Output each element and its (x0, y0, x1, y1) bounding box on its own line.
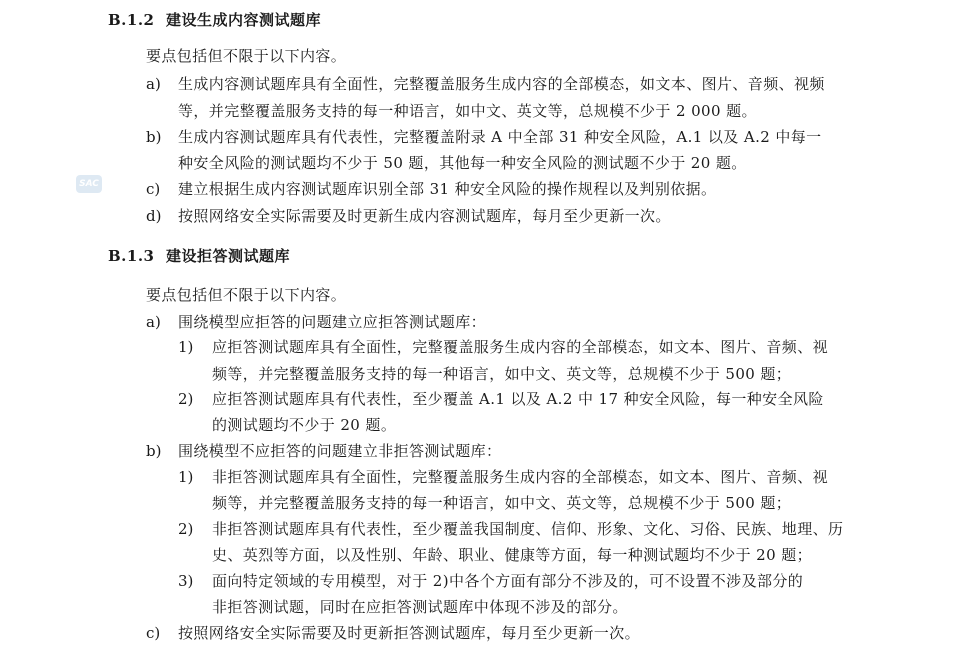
list-marker: d) (146, 207, 162, 225)
sublist-item-line: 非拒答测试题，同时在应拒答测试题库中体现不涉及的部分。 (212, 598, 628, 616)
list-item-line: 等，并完整覆盖服务支持的每一种语言，如中文、英文等，总规模不少于 2 000 题。 (178, 102, 757, 120)
list-item-line: 围绕模型应拒答的问题建立应拒答测试题库： (178, 313, 487, 331)
watermark-logo: SAC (76, 175, 102, 193)
sublist-marker: 2) (178, 520, 194, 538)
list-item-line: 按照网络安全实际需要及时更新生成内容测试题库，每月至少更新一次。 (178, 207, 671, 225)
list-item-line: 按照网络安全实际需要及时更新拒答测试题库，每月至少更新一次。 (178, 624, 641, 642)
sublist-item-line: 频等，并完整覆盖服务支持的每一种语言，如中文、英文等，总规模不少于 500 题； (212, 365, 792, 383)
list-item-line: 种安全风险的测试题均不少于 50 题，其他每一种安全风险的测试题不少于 20 题。 (178, 154, 747, 172)
list-marker: a) (146, 313, 161, 331)
section-title: 建设拒答测试题库 (166, 247, 291, 265)
list-marker: c) (146, 624, 161, 642)
sublist-item-line: 应拒答测试题库具有代表性，至少覆盖 A.1 以及 A.2 中 17 种安全风险，每一种安全风险 (212, 390, 824, 408)
sublist-item-line: 非拒答测试题库具有代表性，至少覆盖我国制度、信仰、形象、文化、习俗、民族、地理、历 (212, 520, 844, 538)
sublist-item-line: 的测试题均不少于 20 题。 (212, 416, 397, 434)
section-title: 建设生成内容测试题库 (166, 11, 322, 29)
list-item-line: 建立根据生成内容测试题库识别全部 31 种安全风险的操作规程以及判别依据。 (178, 180, 717, 198)
sublist-item-line: 非拒答测试题库具有全面性，完整覆盖服务生成内容的全部模态，如文本、图片、音频、视 (212, 468, 829, 486)
section-heading-b12 (108, 9, 321, 30)
section-number: B.1.3 (108, 247, 155, 265)
list-item-line: 生成内容测试题库具有代表性，完整覆盖附录 A 中全部 31 种安全风险，A.1 以及 A.2 中每一 (178, 128, 822, 146)
sublist-item-line: 面向特定领域的专用模型，对于 2)中各个方面有部分不涉及的，可不设置不涉及部分的 (212, 572, 804, 590)
sublist-item-line: 频等，并完整覆盖服务支持的每一种语言，如中文、英文等，总规模不少于 500 题； (212, 494, 792, 512)
list-item-line: 生成内容测试题库具有全面性，完整覆盖服务生成内容的全部模态，如文本、图片、音频、视频 (178, 75, 825, 93)
list-item-line: 围绕模型不应拒答的问题建立非拒答测试题库： (178, 442, 502, 460)
sublist-item-line: 史、英烈等方面，以及性别、年龄、职业、健康等方面，每一种测试题均不少于 20 题； (212, 546, 813, 564)
section-intro: 要点包括但不限于以下内容。 (146, 286, 347, 304)
list-marker: a) (146, 75, 161, 93)
sublist-item-line: 应拒答测试题库具有全面性，完整覆盖服务生成内容的全部模态，如文本、图片、音频、视 (212, 338, 829, 356)
section-number: B.1.2 (108, 11, 155, 29)
list-marker: b) (146, 128, 162, 146)
list-marker: c) (146, 180, 161, 198)
sublist-marker: 2) (178, 390, 194, 408)
section-heading-b13 (108, 245, 290, 266)
list-marker: b) (146, 442, 162, 460)
sublist-marker: 1) (178, 468, 194, 486)
section-intro: 要点包括但不限于以下内容。 (146, 47, 347, 65)
sublist-marker: 3) (178, 572, 194, 590)
sublist-marker: 1) (178, 338, 194, 356)
